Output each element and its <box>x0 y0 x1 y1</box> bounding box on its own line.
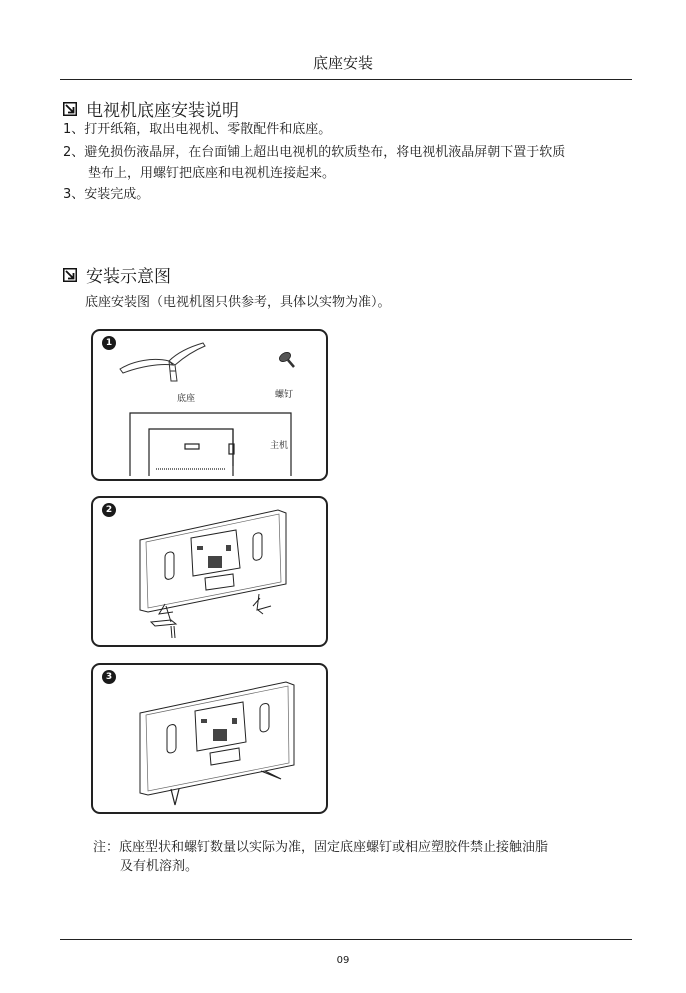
figure-step-1 <box>91 329 328 481</box>
figure-step-3 <box>91 663 328 814</box>
section-heading-diagram <box>63 262 171 287</box>
screw-icon <box>278 351 294 367</box>
instruction-step-2-cont: 垫布上，用螺钉把底座和电视机连接起来。 <box>88 166 336 181</box>
note-line-1: 注：底座型状和螺钉数量以实际为准，固定底座螺钉或相应塑胶件禁止接触油脂 <box>93 840 549 855</box>
tv-attach-base-illustration <box>93 498 326 645</box>
figure-step-2 <box>91 496 328 647</box>
header-rule <box>60 79 632 80</box>
step-badge: 1 <box>102 336 116 350</box>
section-heading-text: 电视机底座安装说明 <box>86 101 239 121</box>
footer-rule <box>60 939 632 940</box>
step-badge: 3 <box>102 670 116 684</box>
screw-label: 螺钉 <box>275 390 294 400</box>
page-title: 底座安装 <box>312 54 373 72</box>
diagram-intro: 底座安装图（电视机图只供参考，具体以实物为准）。 <box>85 295 391 310</box>
page-number: 09 <box>336 955 350 966</box>
instruction-step-3: 3、安装完成。 <box>63 187 150 202</box>
note-line-2: 及有机溶剂。 <box>120 859 199 874</box>
stand-base-illustration <box>93 331 326 479</box>
checkbox-arrow-icon <box>63 102 77 116</box>
unit-label: 主机 <box>270 441 289 451</box>
checkbox-arrow-icon <box>63 268 77 282</box>
base-label: 底座 <box>177 394 196 404</box>
instruction-step-2: 2、避免损伤液晶屏，在台面铺上超出电视机的软质垫布，将电视机液晶屏朝下置于软质 <box>63 145 566 160</box>
section-heading-text: 安装示意图 <box>86 267 171 287</box>
step-badge: 2 <box>102 503 116 517</box>
section-heading-instructions <box>63 96 239 121</box>
tv-complete-illustration <box>93 665 326 812</box>
instruction-step-1: 1、打开纸箱，取出电视机、零散配件和底座。 <box>63 122 332 137</box>
